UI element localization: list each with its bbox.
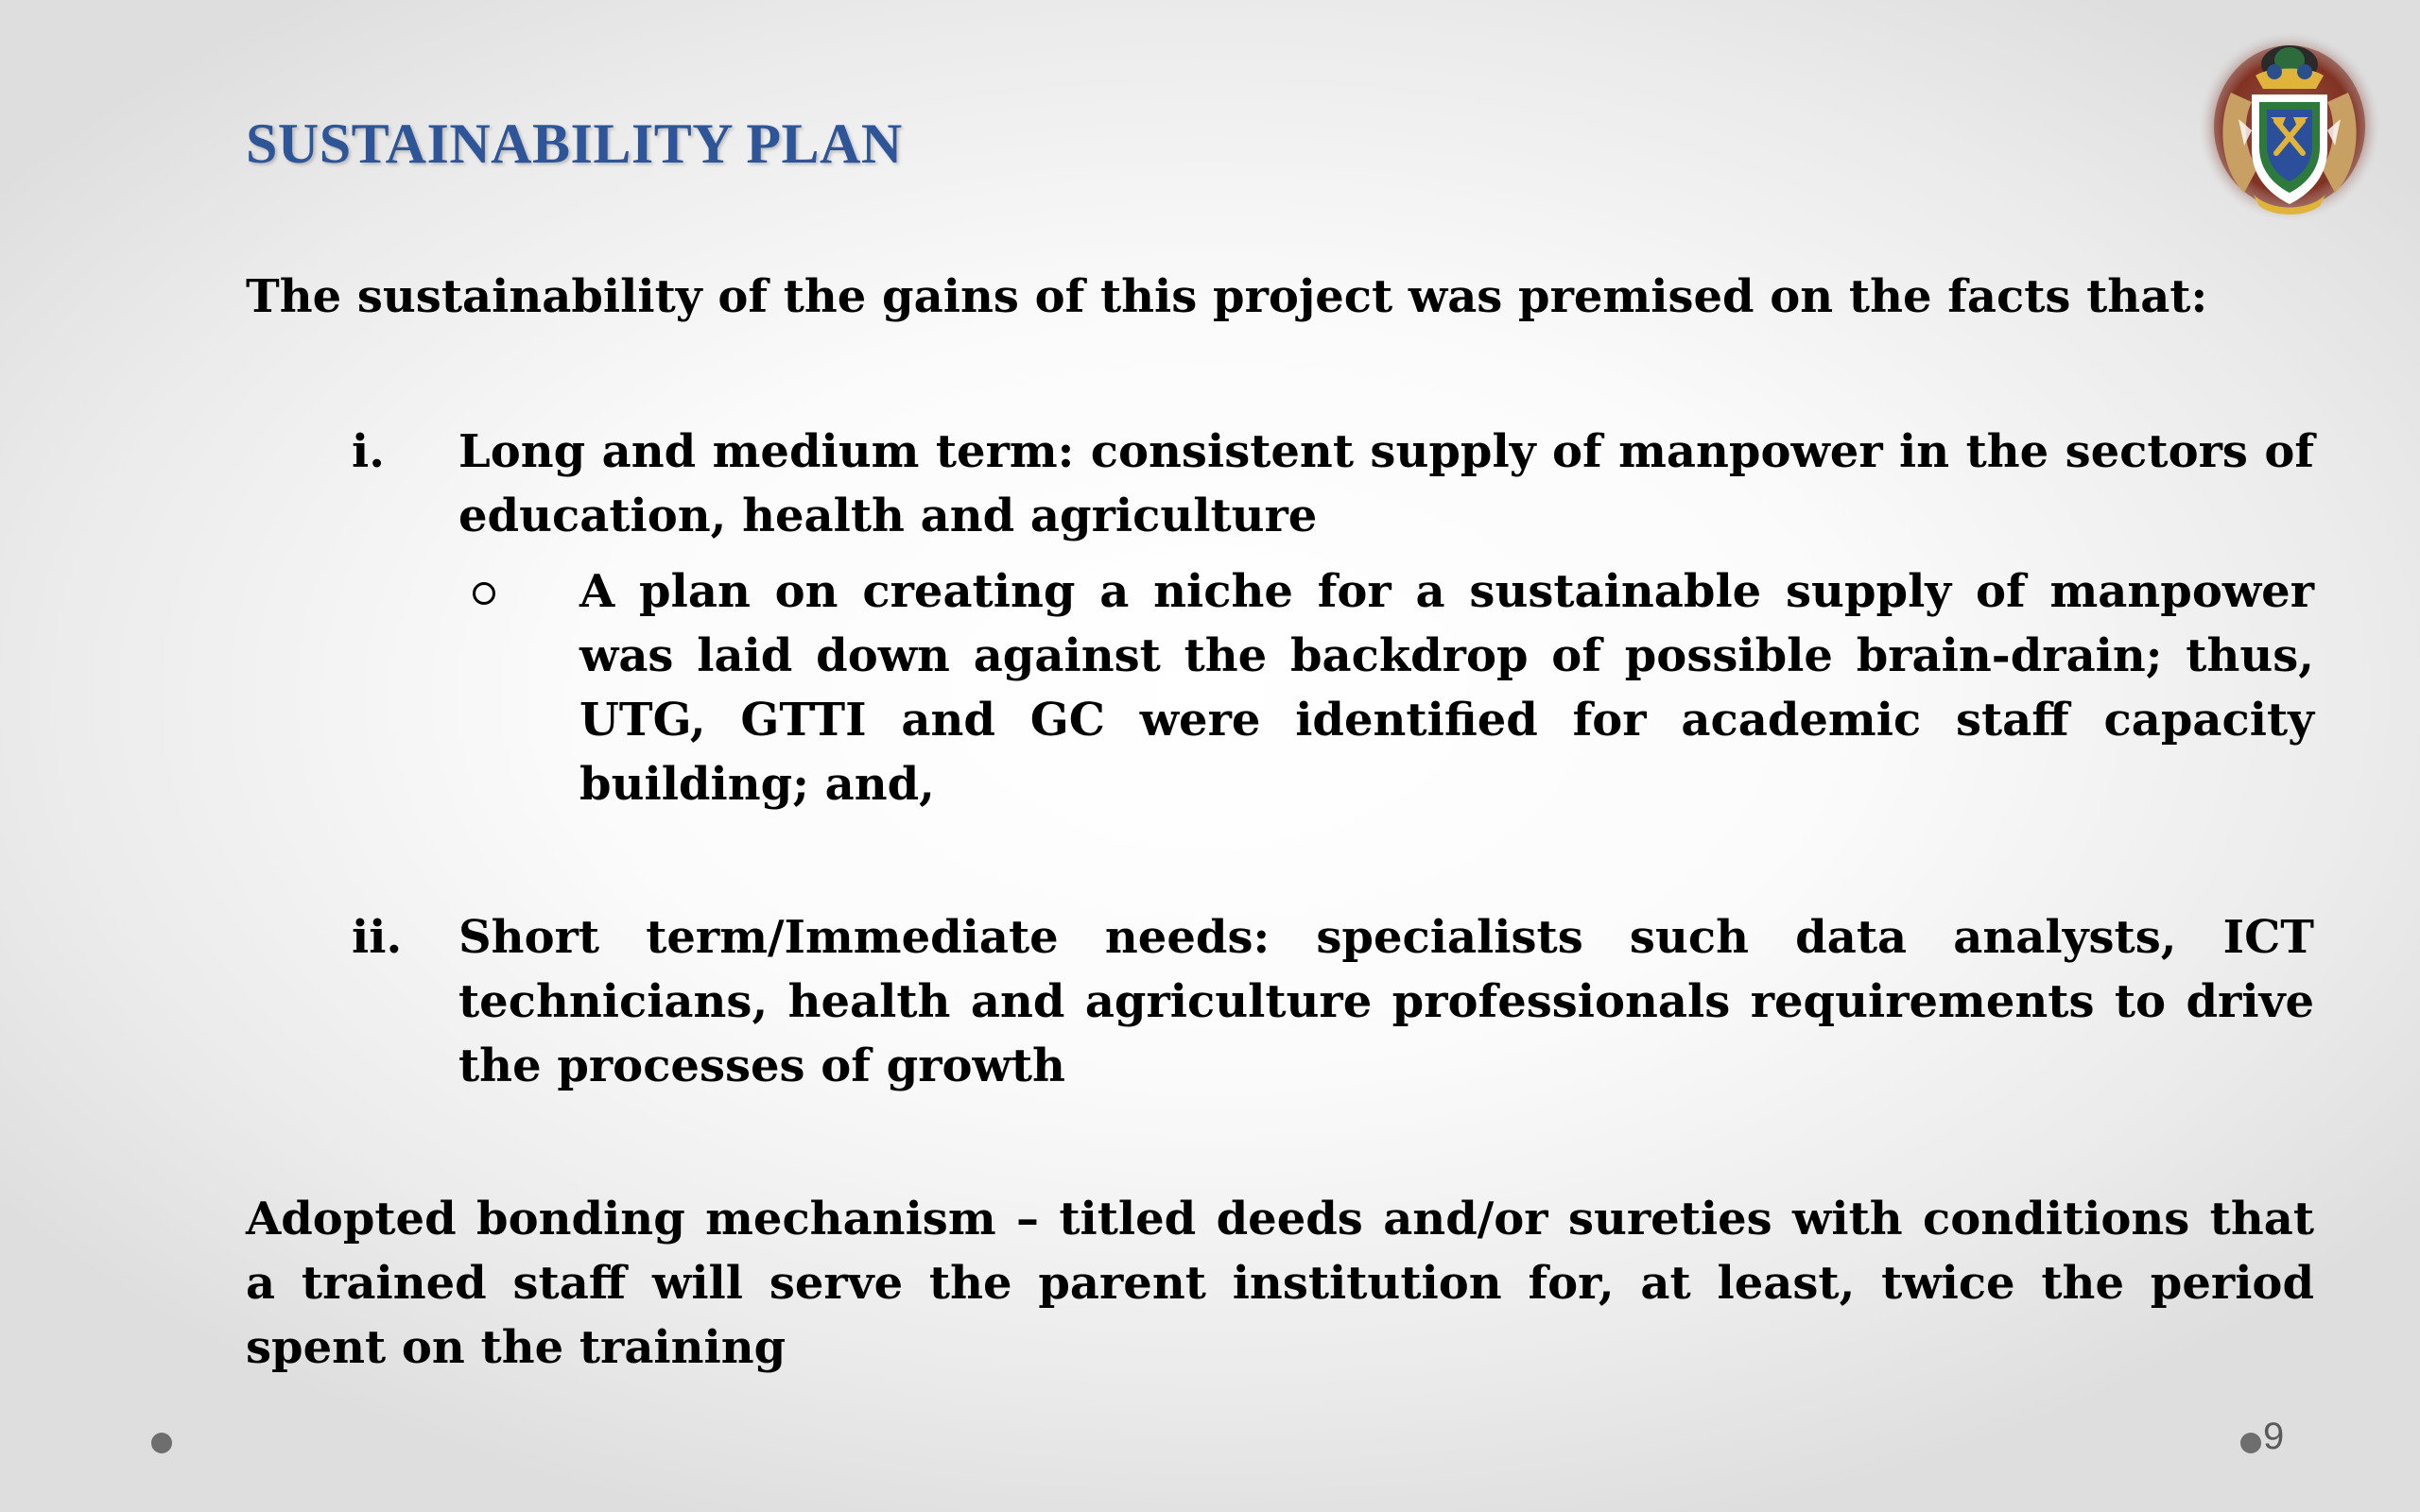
intro-paragraph: The sustainability of the gains of this project was premised on the facts that: bbox=[246, 270, 2208, 323]
slide-body bbox=[246, 265, 2314, 1425]
page-number: 9 bbox=[2263, 1416, 2285, 1457]
list-item-text: Long and medium term: consistent supply of manpower in the sectors of education, health and agriculture bbox=[458, 425, 2314, 542]
sub-list-item-text: A plan on creating a niche for a sustainable supply of manpower was laid down against the backdrop of possible brain-drain; thus, UTG, GTTI and GC were identified for academic staff capacity building; and, bbox=[579, 565, 2314, 811]
coat-of-arms-icon bbox=[2195, 26, 2384, 225]
list-item-text: Short term/Immediate needs: specialists such data analysts, ICT technicians, health and agriculture professionals requirements to drive the processes of growth bbox=[458, 911, 2314, 1092]
closing-paragraph: Adopted bonding mechanism – titled deeds and/or sureties with conditions that a trained staff will serve the parent institution for, at least, twice the period spent on the training bbox=[246, 1193, 2314, 1374]
list-marker: ii. bbox=[352, 911, 403, 964]
slide-title: SUSTAINABILITY PLAN bbox=[246, 112, 903, 175]
list-item bbox=[246, 905, 2314, 1098]
list-marker: i. bbox=[352, 425, 385, 478]
footer-dot-left bbox=[151, 1433, 172, 1453]
sub-list-item bbox=[246, 559, 2314, 816]
footer-dot-right bbox=[2240, 1433, 2261, 1453]
list-item bbox=[246, 420, 2314, 548]
hollow-circle-bullet-icon bbox=[473, 582, 495, 605]
